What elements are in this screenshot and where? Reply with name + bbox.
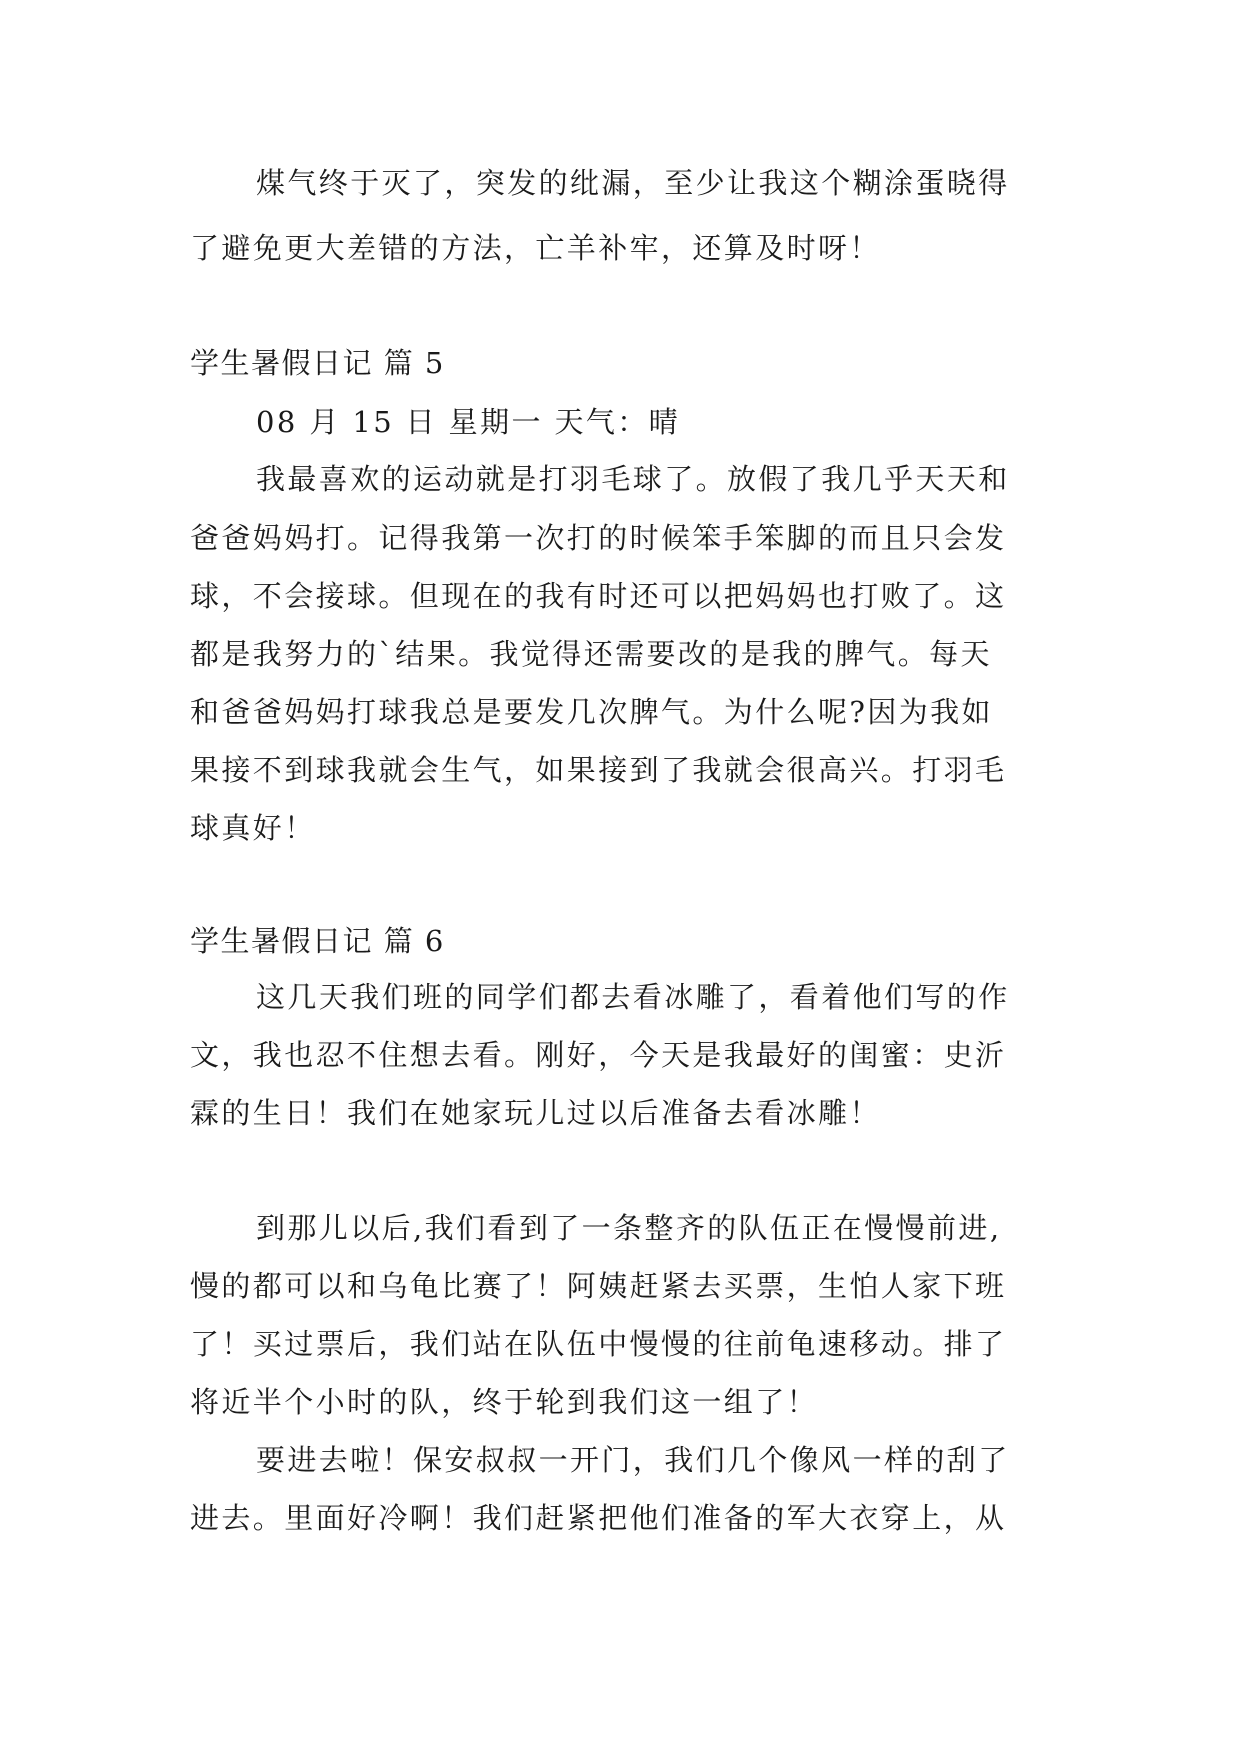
section6-p1-line-1: 这几天我们班的同学们都去看冰雕了，看着他们写的作: [256, 980, 1010, 1014]
section5-line-3: 球，不会接球。但现在的我有时还可以把妈妈也打败了。这: [190, 579, 1007, 613]
section5-line-6: 果接不到球我就会生气，如果接到了我就会很高兴。打羽毛: [190, 753, 1007, 787]
section6-p2-line-3: 了！买过票后，我们站在队伍中慢慢的往前龟速移动。排了: [190, 1327, 1007, 1361]
section5-date-line: 08 月 15 日 星期一 天气：晴: [256, 405, 681, 439]
section6-p2-line-4: 将近半个小时的队，终于轮到我们这一组了！: [190, 1385, 819, 1419]
intro-line-2: 了避免更大差错的方法，亡羊补牢，还算及时呀！: [190, 231, 881, 265]
section5-heading: 学生暑假日记 篇 5: [190, 346, 445, 380]
section5-line-5: 和爸爸妈妈打球我总是要发几次脾气。为什么呢?因为我如: [190, 695, 993, 729]
section6-p1-line-2: 文，我也忍不住想去看。刚好，今天是我最好的闺蜜：史沂: [190, 1038, 1007, 1072]
section6-p2-line-1: 到那儿以后,我们看到了一条整齐的队伍正在慢慢前进,: [256, 1211, 1002, 1245]
intro-line-1: 煤气终于灭了，突发的纰漏，至少让我这个糊涂蛋晓得: [256, 166, 1010, 200]
section6-p2-line-2: 慢的都可以和乌龟比赛了！阿姨赶紧去买票，生怕人家下班: [190, 1269, 1007, 1303]
section6-p3-line-2: 进去。里面好冷啊！我们赶紧把他们准备的军大衣穿上，从: [190, 1501, 1007, 1535]
section6-p3-line-1: 要进去啦！保安叔叔一开门，我们几个像风一样的刮了: [256, 1443, 1010, 1477]
section6-heading: 学生暑假日记 篇 6: [190, 924, 445, 958]
section6-p1-line-3: 霖的生日！我们在她家玩儿过以后准备去看冰雕！: [190, 1096, 881, 1130]
section5-line-2: 爸爸妈妈打。记得我第一次打的时候笨手笨脚的而且只会发: [190, 521, 1007, 555]
section5-line-7: 球真好！: [190, 811, 316, 845]
section5-line-1: 我最喜欢的运动就是打羽毛球了。放假了我几乎天天和: [256, 462, 1010, 496]
section5-line-4: 都是我努力的`结果。我觉得还需要改的是我的脾气。每天: [190, 637, 992, 671]
